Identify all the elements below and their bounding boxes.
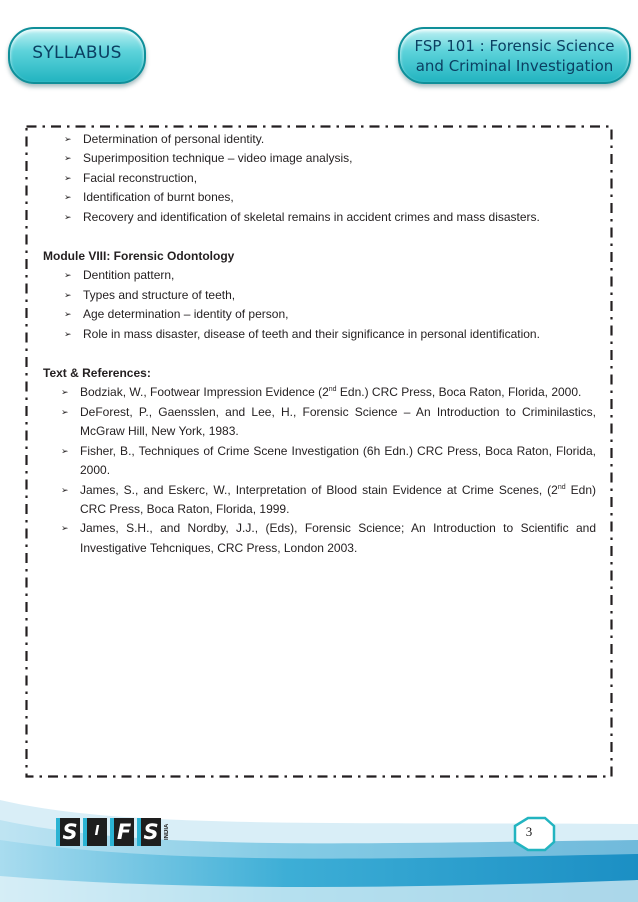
list-item: ➢ Bodziak, W., Footwear Impression Evidence (2nd Edn.) CRC Press, Boca Raton, Florida, 2000. [80,383,596,402]
logo-letter: F [110,818,134,846]
arrow-bullet-icon: ➢ [64,192,72,203]
arrow-bullet-icon: ➢ [64,153,72,164]
logo-letter: S [56,818,80,846]
list-item: ➢ Role in mass disaster, disease of teeth and their significance in personal identification. [83,325,596,344]
arrow-bullet-icon: ➢ [64,289,72,300]
arrow-bullet-icon: ➢ [61,523,69,534]
syllabus-label: SYLLABUS [32,43,122,63]
arrow-bullet-icon: ➢ [64,309,72,320]
list-item: ➢ Age determination – identity of person, [83,305,596,324]
arrow-bullet-icon: ➢ [61,445,69,456]
list-item: ➢ Dentition pattern, [83,266,596,285]
references-heading: Text & References: [43,366,151,381]
arrow-bullet-icon: ➢ [64,134,72,144]
arrow-bullet-icon: ➢ [64,270,72,281]
course-title-badge [398,27,631,84]
module8-heading: Module VIII: Forensic Odontology [43,249,235,264]
list-item: ➢ Facial reconstruction, [83,169,596,188]
arrow-bullet-icon: ➢ [64,328,72,339]
arrow-bullet-icon: ➢ [61,484,69,495]
list-item: ➢ Fisher, B., Techniques of Crime Scene Investigation (6h Edn.) CRC Press, Boca Raton, Florida, 2000. [61,443,596,478]
list-item: ➢ Superimposition technique – video image analysis, [83,149,596,168]
list-item: ➢ Identification of burnt bones, [83,188,596,207]
list-item: ➢ Determination of personal identity. [83,130,596,149]
list-item: ➢ James, S., and Eskerc, W., Interpretation of Blood stain Evidence at Crime Scenes, (2nd Edn) CRC Press, Boca Raton, Florida, 1999. [61,482,596,516]
logo-letter: S [137,818,161,846]
course-title-line1: FSP 101 : Forensic Science [414,37,615,55]
list-item: ➢ Types and structure of teeth, [83,286,596,305]
arrow-bullet-icon: ➢ [64,211,72,222]
references-list [43,383,596,558]
page-number: 3 [525,824,533,839]
logo-country: INDIA [164,823,170,841]
syllabus-content [43,130,596,558]
module7-list [43,130,596,227]
course-title-line2: and Criminal Investigation [415,57,614,75]
syllabus-badge [8,27,146,84]
logo-letter: I [83,818,107,846]
arrow-bullet-icon: ➢ [64,172,72,183]
module8-list [43,266,596,344]
list-item: ➢ DeForest, P., Gaensslen, and Lee, H., Forensic Science – An Introduction to Criminilastics, McGraw Hill, New York, 1983. [61,404,596,439]
arrow-bullet-icon: ➢ [61,406,69,417]
list-item: ➢ Recovery and identification of skeletal remains in accident crimes and mass disasters. [83,208,596,227]
arrow-bullet-icon: ➢ [61,387,69,398]
list-item: ➢ James, S.H., and Nordby, J.J., (Eds), Forensic Science; An Introduction to Scientific and Investigative Tehcniques, CRC Press, London 2003. [61,521,596,555]
